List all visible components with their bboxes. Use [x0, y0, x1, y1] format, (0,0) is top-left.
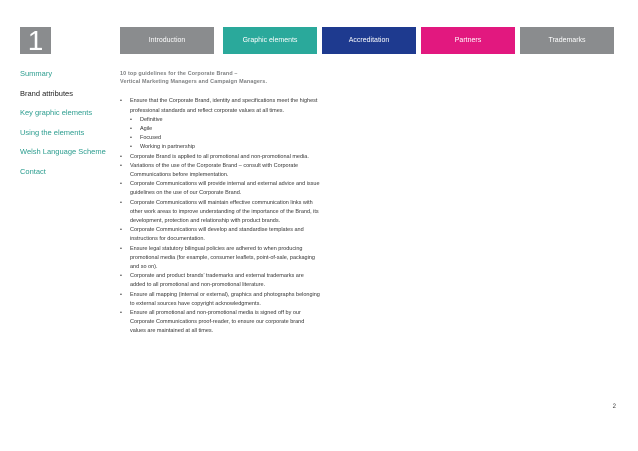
list-item: • Ensure all promotional and non-promotional media is signed off by our Corporate Communications proof-reader, to ensure our corporate brand values are maintained at all times. — [120, 309, 320, 337]
list-item: • Corporate Communications will provide internal and external advice and issue guidelines on the use of our Corporate Brand. — [120, 180, 320, 198]
list-item-text: Ensure that the Corporate Brand, identity and specifications meet the highest professional standards and reflect corporate values at all times. — [130, 98, 318, 114]
guidelines-list — [120, 97, 320, 336]
tab-graphic-elements[interactable]: Graphic elements — [223, 27, 317, 54]
sub-list — [130, 116, 320, 153]
sub-list-item: • Working in partnership — [130, 143, 320, 152]
heading-line-1: 10 top guidelines for the Corporate Brand – — [120, 71, 238, 77]
sidebar-nav — [20, 68, 115, 185]
list-item: • Variations of the use of the Corporate Brand – consult with Corporate Communications before implementation. — [120, 162, 320, 180]
sub-list-item: • Focused — [130, 134, 320, 143]
list-item: • Corporate Brand is applied to all promotional and non-promotional media. — [120, 153, 320, 162]
sidebar-item-welsh-language-scheme[interactable]: Welsh Language Scheme — [20, 147, 106, 156]
content-heading — [120, 70, 320, 86]
heading-line-2: Vertical Marketing Managers and Campaign Managers. — [120, 79, 268, 86]
list-item: • Corporate and product brands’ trademarks and external trademarks are added to all promotional and non-promotional literature. — [120, 272, 320, 290]
main-content — [120, 70, 320, 337]
sidebar-item-summary[interactable]: Summary — [20, 69, 53, 78]
sidebar-item-brand-attributes[interactable]: Brand attributes — [20, 88, 73, 98]
list-item: • Corporate Communications will maintain effective communication links with other work areas to improve understanding of the importance of the Brand, its development, protection and relationship with product brands. — [120, 199, 320, 227]
tab-trademarks[interactable]: Trademarks — [520, 27, 614, 54]
list-item: • Ensure all mapping (internal or external), graphics and photographs belonging to external sources have copyright acknowledgments. — [120, 291, 320, 309]
tab-partners[interactable]: Partners — [421, 27, 515, 54]
tab-accreditation[interactable]: Accreditation — [322, 27, 416, 54]
list-item: • Ensure legal statutory bilingual policies are adhered to when producing promotional media (for example, consumer leaflets, point-of-sale, packaging and so on). — [120, 245, 320, 273]
sidebar-item-contact[interactable]: Contact — [20, 166, 46, 176]
list-item: • Corporate Communications will develop and standardise templates and instructions for documentation. — [120, 226, 320, 244]
list-item — [120, 97, 320, 152]
sidebar-item-key-graphic-elements[interactable]: Key graphic elements — [20, 108, 93, 117]
sub-list-item: • Agile — [130, 125, 320, 134]
sidebar-item-using-the-elements[interactable]: Using the elements — [20, 127, 85, 137]
sub-list-item: • Definitive — [130, 116, 320, 125]
section-number-badge: 1 — [20, 27, 51, 54]
page-number: 2 — [612, 404, 616, 410]
tab-introduction[interactable]: Introduction — [120, 27, 214, 54]
